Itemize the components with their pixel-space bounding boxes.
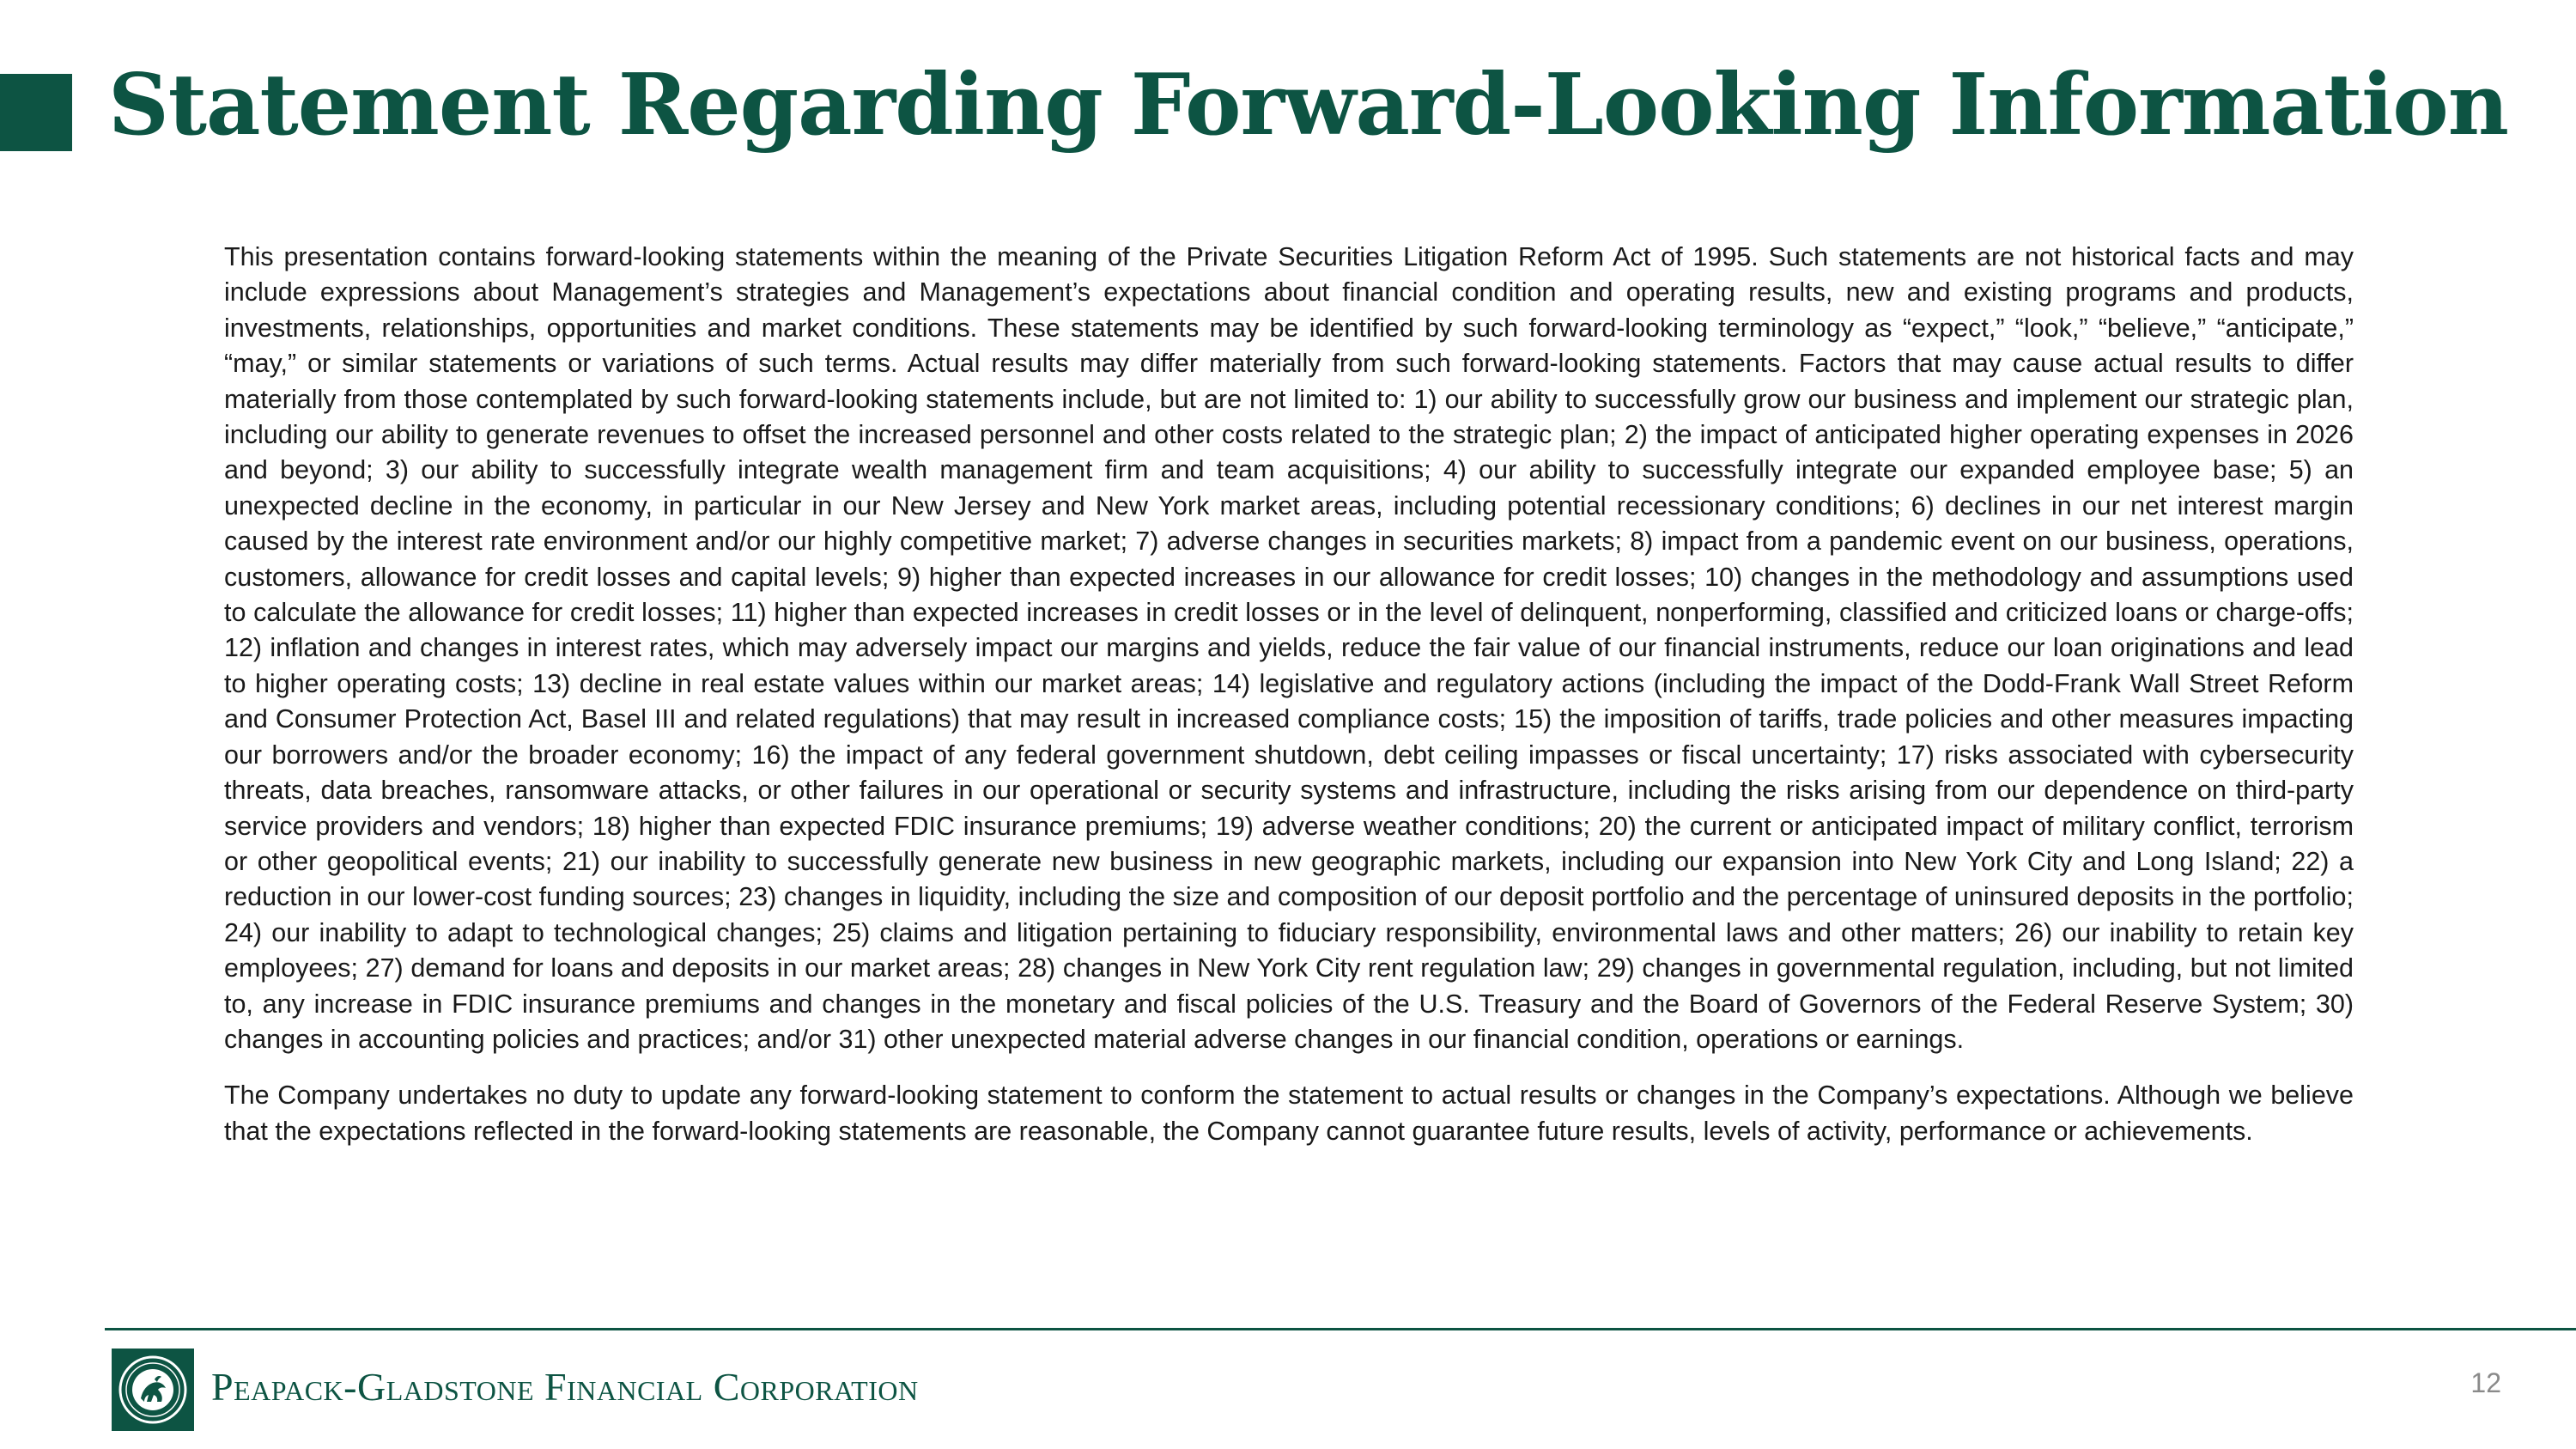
page-number: 12	[2470, 1367, 2501, 1398]
footer-divider	[105, 1328, 2576, 1330]
disclaimer-body	[224, 240, 2354, 1170]
slide-title: Statement Regarding Forward-Looking Information	[108, 56, 2509, 155]
disclaimer-paragraph-2: The Company undertakes no duty to update any forward-looking statement to conform the statement to actual results or changes in the Company’s expectations. Although we believe that the expectations reflected in the forward-looking statements are reasonable, the Company cannot guarantee future results, levels of activity, performance or achievements.	[224, 1081, 2354, 1146]
title-accent-square	[0, 74, 72, 151]
company-name: Peapack-Gladstone Financial Corporation	[211, 1365, 919, 1409]
disclaimer-paragraph-1: This presentation contains forward-looking statements within the meaning of the Private Securities Litigation Reform Act of 1995. Such statements are not historical facts and may include expressions about Management’s strategies and Management’s expectations about financial condition and operating results, new and existing programs and products, investments, relationships, opportunities and market conditions. These statements may be identified by such forward-looking terminology as “expect,” “look,” “believe,” “anticipate,” “may,” or similar statements or variations of such terms. Actual results may differ materially from such forward-looking statements. Factors that may cause actual results to differ materially from those contemplated by such forward-looking statements include, but are not limited to: 1) our ability to successfully grow our business and implement our strategic plan, including our ability to generate revenues to offset the increased personnel and other costs related to the strategic plan; 2) the impact of anticipated higher operating expenses in 2026 and beyond; 3) our ability to successfully integrate wealth management firm and team acquisitions; 4) our ability to successfully integrate our expanded employee base; 5) an unexpected decline in the economy, in particular in our New Jersey and New York market areas, including potential recessionary conditions; 6) declines in our net interest margin caused by the interest rate environment and/or our highly competitive market; 7) adverse changes in securities markets; 8) impact from a pandemic event on our business, operations, customers, allowance for credit losses and capital levels; 9) higher than expected increases in our allowance for credit losses; 10) changes in the methodology and assumptions used to calculate the allowance for credit losses; 11) higher than expected increases in credit losses or in the level of delinquent, nonperforming, classified and criticized loans or charge-offs; 12) inflation and changes in interest rates, which may adversely impact our margins and yields, reduce the fair value of our financial instruments, reduce our loan originations and lead to higher operating costs; 13) decline in real estate values within our market areas; 14) legislative and regulatory actions (including the impact of the Dodd-Frank Wall Street Reform and Consumer Protection Act, Basel III and related regulations) that may result in increased compliance costs; 15) the imposition of tariffs, trade policies and other measures impacting our borrowers and/or the broader economy; 16) the impact of any federal government shutdown, debt ceiling impasses or fiscal uncertainty; 17) risks associated with cybersecurity threats, data breaches, ransomware attacks, or other failures in our operational or security systems and infrastructure, including the risks arising from our dependence on third-party service providers and vendors; 18) higher than expected FDIC insurance premiums; 19) adverse weather conditions; 20) the current or anticipated impact of military conflict, terrorism or other geopolitical events; 21) our inability to successfully generate new business in new geographic markets, including our expansion into New York City and Long Island; 22) a reduction in our lower-cost funding sources; 23) changes in liquidity, including the size and composition of our deposit portfolio and the percentage of uninsured deposits in the portfolio; 24) our inability to adapt to technological changes; 25) claims and litigation pertaining to fiduciary responsibility, environmental laws and other matters; 26) our inability to retain key employees; 27) demand for loans and deposits in our market areas; 28) changes in New York City rent regulation law; 29) changes in governmental regulation, including, but not limited to, any increase in FDIC insurance premiums and changes in the monetary and fiscal policies of the U.S. Treasury and the Board of Governors of the Federal Reserve System; 30) changes in accounting policies and practices; and/or 31) other unexpected material adverse changes in our financial condition, operations or earnings.	[224, 242, 2354, 1054]
company-seal-icon	[112, 1349, 194, 1431]
